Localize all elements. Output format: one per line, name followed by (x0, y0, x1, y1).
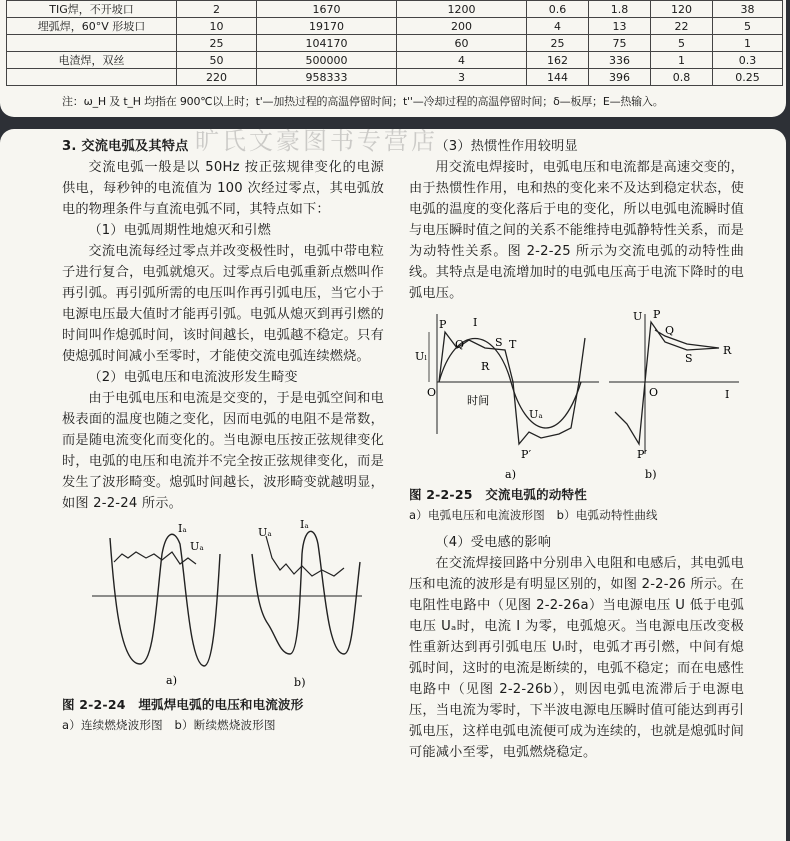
table-cell-c6: 5 (651, 35, 713, 52)
table-cell-c6: 1 (651, 52, 713, 69)
table-cell-process (7, 69, 177, 86)
table-note: 注：ω_H 及 t_H 均指在 900℃以上时；t'—加热过程的高温停留时间；t''—冷却过程的高温停留时间；δ—板厚；E—热输入。 (62, 95, 664, 108)
table-cell-c2: 958333 (257, 69, 397, 86)
table-cell-c7: 0.25 (713, 69, 783, 86)
label-a-O: O (427, 386, 437, 399)
label-b-O: O (649, 386, 659, 399)
page-card (0, 129, 786, 841)
label-b: b) (294, 676, 306, 689)
item3-paragraph: 用交流电焊接时，电弧电压和电流都是高速交变的，由于热惯性作用，电和热的变化来不及达到稳定状态，使电弧的温度的变化落后于电的变化，所以电弧电流瞬时值与电压瞬时值之间的关系不能维持电弧静特性关系，而是为动特性关系。图 2-2-25 所示为交流电弧的动特性曲线。其特点是电流增加时的电弧电压高于电流下降时的电弧电压。 (409, 160, 744, 301)
table-cell-c4: 0.6 (527, 1, 589, 18)
figure-2-2-25 (409, 304, 744, 484)
label-b-U: U (633, 310, 643, 323)
table-cell-c6: 120 (651, 1, 713, 18)
table-cell-process: TIG焊，不开坡口 (7, 1, 177, 18)
table-cell-c5: 1.8 (589, 1, 651, 18)
table-cell-c4: 25 (527, 35, 589, 52)
label-a-Pp: P′ (521, 448, 532, 461)
label-b-R: R (723, 344, 732, 357)
wave-a-voltage (114, 552, 196, 564)
label-a-Ua: Uₐ (529, 408, 543, 421)
label-a-S: S (495, 336, 503, 349)
right-column (409, 136, 744, 763)
label-a-R: R (481, 360, 490, 373)
wave-b-voltage (266, 536, 344, 576)
table-row (7, 52, 783, 69)
label-b-I: I (725, 388, 730, 401)
table-cell-c7: 38 (713, 1, 783, 18)
label-b-P: P (653, 308, 661, 321)
table-cell-c6: 0.8 (651, 69, 713, 86)
table-cell-process: 埋弧焊，60°V 形坡口 (7, 18, 177, 35)
figure-2-2-24 (62, 514, 384, 694)
table-cell-c3: 200 (397, 18, 527, 35)
table-cell-c5: 336 (589, 52, 651, 69)
table-row (7, 69, 783, 86)
item4-paragraph: 在交流焊接回路中分别串入电阻和电感后，其电弧电压和电流的波形是有明显区别的，如图 2-2-26 所示。在电阻性电路中（见图 2-2-26a）当电源电压 U 低于电弧电压 Uₐ时，电流 I 为零，电弧熄灭。当电源电压改变极性重新达到再引弧电压 Uₗ时，电弧才再引燃，中间有熄弧时间，这时的电流是断续的，电弧不稳定；而在电感性电路中（见图 2-2-26b），则因电弧电流滞后于电源电压，当电流为零时，下半波电源电压瞬时值可能达到再引弧电压，这样电弧电流便可成为连续的，也就是熄弧时间可能减小至零，电弧燃烧稳定。 (409, 556, 744, 760)
table-cell-c3: 1200 (397, 1, 527, 18)
table-cell-c3: 4 (397, 52, 527, 69)
left-column (62, 136, 384, 736)
table-cell-process: 电渣焊，双丝 (7, 52, 177, 69)
label-a-P: P (439, 318, 447, 331)
table-cell-process (7, 35, 177, 52)
table-cell-c7: 1 (713, 35, 783, 52)
parameter-table (6, 0, 783, 86)
watermark: 旷氏文豪图书专营店 (195, 127, 438, 155)
table-cell-c4: 144 (527, 69, 589, 86)
wave-a-current (439, 339, 581, 428)
intro-paragraph: 交流电弧一般是以 50Hz 按正弦规律变化的电源供电，每秒钟的电流值为 100 次经过零点，其电弧放电的物理条件与直流电弧不同，其特点如下： (62, 160, 384, 217)
dynamic-curve (615, 322, 719, 444)
table-row (7, 1, 783, 18)
table-cell-c1: 25 (177, 35, 257, 52)
figure-2-2-24-caption: 图 2-2-24 埋弧焊电弧的电压和电流波形 (62, 697, 304, 712)
label-b-Pp: P′ (637, 448, 648, 461)
item3-title: （3）热惯性作用较明显 (435, 139, 578, 154)
table-cell-c1: 220 (177, 69, 257, 86)
label-a-I: I (473, 316, 478, 329)
table-cell-c5: 396 (589, 69, 651, 86)
item2-title: （2）电弧电压和电流波形发生畸变 (88, 370, 298, 385)
table-cell-c4: 162 (527, 52, 589, 69)
table-cell-c3: 3 (397, 69, 527, 86)
label-b: b) (645, 468, 657, 481)
table-card (0, 0, 786, 117)
table-cell-c1: 2 (177, 1, 257, 18)
label-b-Ia: Iₐ (300, 518, 309, 531)
table-cell-c2: 19170 (257, 18, 397, 35)
label-a-Ia: Iₐ (178, 522, 187, 535)
table-cell-c2: 500000 (257, 52, 397, 69)
table-cell-c1: 50 (177, 52, 257, 69)
wave-a-current (110, 534, 220, 666)
item4-title: （4）受电感的影响 (435, 535, 552, 550)
table-row (7, 35, 783, 52)
table-cell-c6: 22 (651, 18, 713, 35)
label-b-Q: Q (665, 324, 675, 337)
table-row (7, 18, 783, 35)
table-cell-c5: 13 (589, 18, 651, 35)
label-a: a) (505, 468, 517, 481)
table-cell-c7: 5 (713, 18, 783, 35)
figure-2-2-24-subcaption: a）连续燃烧波形图 b）断续燃烧波形图 (62, 718, 276, 732)
item1-paragraph: 交流电流每经过零点并改变极性时，电弧中带电粒子进行复合，电弧就熄灭。过零点后电弧重新点燃叫作再引弧。再引弧所需的电压叫作再引弧电压，当它小于电源电压最大值时才能再引弧。电弧从熄灭到再引燃的时间叫作熄弧时间，该时间越长，电弧越不稳定。只有使熄弧时间减小至零时，才能使交流电弧连续燃烧。 (62, 244, 384, 364)
table-cell-c1: 10 (177, 18, 257, 35)
label-a-time: 时间 (467, 394, 490, 407)
label-a: a) (166, 674, 178, 687)
table-cell-c2: 1670 (257, 1, 397, 18)
figure-2-2-25-subcaption: a）电弧电压和电流波形图 b）电弧动特性曲线 (409, 508, 658, 522)
label-a-T: T (509, 338, 517, 351)
label-a-Ua: Uₐ (190, 540, 204, 553)
label-a-Ul: Uₗ (415, 350, 428, 363)
section-title: 3. 交流电弧及其特点 (62, 139, 189, 154)
table-cell-c5: 75 (589, 35, 651, 52)
table-cell-c7: 0.3 (713, 52, 783, 69)
label-b-S: S (685, 352, 693, 365)
item2-paragraph: 由于电弧电压和电流是交变的，于是电弧空间和电极表面的温度也随之变化，因而电弧的电阻不是常数，而是随电流变化而变化的。当电源电压按正弦规律变化时，电弧的电压和电流并不完全按正弦规律变化，而是发生了波形畸变。熄弧时间越长，波形畸变就越明显，如图 2-2-24 所示。 (62, 391, 384, 511)
label-b-Ua: Uₐ (258, 526, 272, 539)
label-a-Q: Q (455, 338, 465, 351)
table-cell-c4: 4 (527, 18, 589, 35)
table-cell-c3: 60 (397, 35, 527, 52)
item1-title: （1）电弧周期性地熄灭和引燃 (88, 223, 272, 238)
figure-2-2-25-caption: 图 2-2-25 交流电弧的动特性 (409, 487, 587, 502)
table-cell-c2: 104170 (257, 35, 397, 52)
wave-b-current (252, 531, 360, 654)
